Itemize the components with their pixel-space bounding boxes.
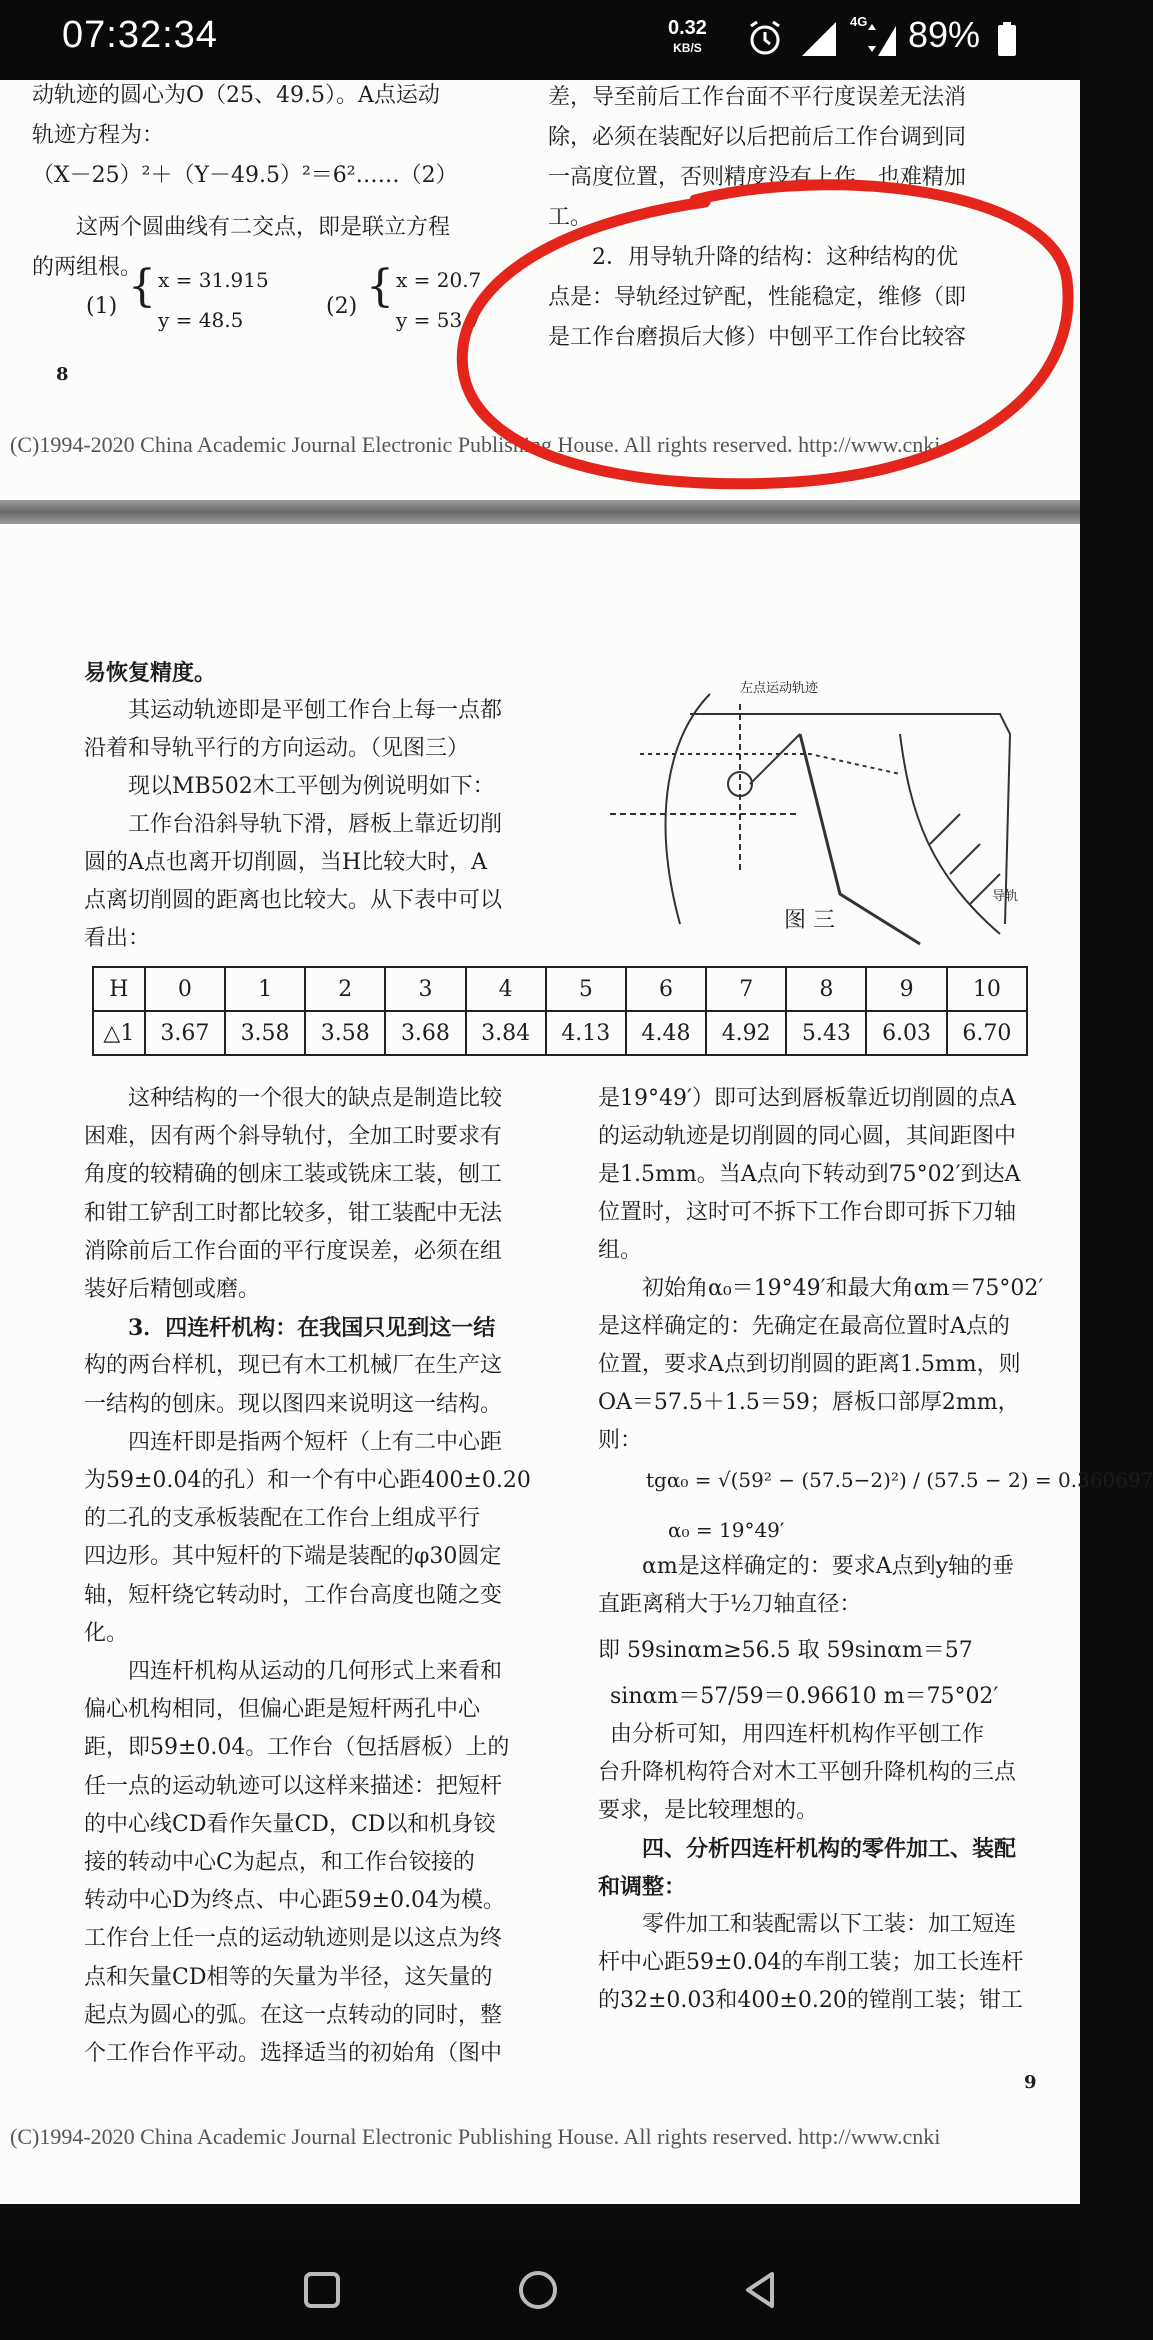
brace-2: { [366, 261, 394, 312]
text-line: 现以MB502木工平刨为例说明如下： [128, 774, 495, 799]
home-icon[interactable] [516, 2268, 560, 2312]
table-cell: 4.92 [706, 1011, 786, 1055]
text-line: 接的转动中心C为起点，和工作台铰接的 [84, 1850, 475, 1876]
text-line: 是工作台磨损后大修）中刨平工作台比较容 [548, 325, 967, 350]
text-line: 杆中心距59±0.04的车削工装；加工长连杆 [598, 1950, 1024, 1975]
table-cell: 3.67 [145, 1011, 225, 1055]
page-separator [0, 500, 1080, 524]
battery-icon [998, 22, 1016, 56]
text-line: 任一点的运动轨迹可以这样来描述：把短杆 [84, 1773, 503, 1799]
text-line: 一高度位置，否则精度没有上作，也难精加 [548, 165, 967, 190]
text-line: 的运动轨迹是切削圆的同心圆，其间距图中 [598, 1124, 1017, 1149]
text-line: 四连杆即是指两个短杆（上有二中心距 [128, 1429, 503, 1455]
status-bar [0, 0, 1080, 80]
copyright-footer: (C)1994-2020 China Academic Journal Electronic Publishing House. All rights reserved. http://www.cnki [10, 432, 941, 457]
text-line: 四边形。其中短杆的下端是装配的φ30圆定 [84, 1544, 502, 1570]
root-2-label: (2) [326, 294, 358, 319]
table-cell: 3.84 [466, 1011, 546, 1055]
text-line: 工作台沿斜导轨下滑，唇板上靠近切削 [128, 812, 503, 837]
text-line: 角度的较精确的刨床工装或铣床工装，刨工 [84, 1162, 503, 1188]
table-cell: 3 [385, 967, 465, 1011]
formula-tg-alpha0: tgα₀ = √(59² − (57.5−2)²) / (57.5 − 2) = 0.360697 [646, 1468, 1153, 1492]
document-page-9 [0, 524, 1153, 2204]
table-cell: 6.03 [866, 1011, 946, 1055]
root-1-label: (1) [86, 294, 118, 319]
network-speed-unit: KB/S [673, 41, 702, 55]
cellular-signal-icon [862, 20, 898, 58]
text-line: 点是：导轨经过铲配，性能稳定，维修（即 [548, 285, 967, 310]
text-line: 初始角α₀＝19°49′和最大角αm＝75°02′ [642, 1276, 1044, 1301]
page9-intro [84, 654, 502, 958]
table-cell: 7 [706, 967, 786, 1011]
page9-left-column [84, 1080, 531, 2073]
text-line: 轨迹方程为： [32, 123, 165, 148]
text-line: 化。 [84, 1620, 129, 1646]
root-1-y: y = 48.5 [158, 308, 244, 332]
root-1-x: x = 31.915 [158, 268, 269, 292]
table-cell: 3.58 [305, 1011, 385, 1055]
network-speed-value: 0.32 [668, 17, 707, 39]
text-line: 一结构的刨床。现以图四来说明这一结构。 [84, 1391, 503, 1417]
text-line: 圆的A点也离开切削圆，当H比较大时，A [84, 850, 487, 875]
text-line: 偏心机构相同，但偏心距是短杆两孔中心 [84, 1697, 481, 1723]
text-line: 沿着和导轨平行的方向运动。（见图三） [84, 736, 470, 761]
text-line: 工。 [548, 205, 593, 230]
text-line: 是这样确定的：先确定在最高位置时A点的 [598, 1314, 1010, 1339]
text-line: 动轨迹的圆心为O（25、49.5）。A点运动 [32, 83, 440, 108]
text-line: 轴，短杆绕它转动时，工作台高度也随之变 [84, 1582, 503, 1608]
h-delta-table [92, 966, 1028, 1056]
text-line: 的两组根。 [32, 255, 143, 280]
battery-percent: 89% [908, 14, 981, 55]
page9-right-column-2 [598, 1548, 1023, 2020]
text-line: 的中心线CD看作矢量CD，CD以和机身铰 [84, 1811, 496, 1837]
page-number: 9 [1024, 2072, 1037, 2093]
text-line: sinαm＝57/59＝0.96610 m＝75°02′ [610, 1684, 999, 1709]
table-cell: 8 [786, 967, 866, 1011]
brace-1: { [128, 261, 156, 312]
signal-strength-icon [800, 20, 840, 58]
text-line: 位置时，这时可不拆下工作台即可拆下刀轴 [598, 1200, 1017, 1225]
text-line: 个工作台作平动。选择适当的初始角（图中 [84, 2041, 503, 2067]
text-line: 转动中心D为终点、中心距59±0.04为模。 [84, 1888, 506, 1914]
table-cell: 6.70 [947, 1011, 1027, 1055]
table-cell: 5.43 [786, 1011, 866, 1055]
text-line: 点和矢量CD相等的矢量为半径，这矢量的 [84, 1964, 493, 1990]
red-handdrawn-circle [455, 170, 1075, 530]
text-line: 组。 [598, 1238, 643, 1263]
table-row [93, 967, 1027, 1011]
text-line: αm是这样确定的：要求A点到y轴的垂 [642, 1554, 1015, 1579]
root-2-y: y = 53.7 [396, 308, 482, 332]
text-line: 困难，因有两个斜导轨付，全加工时要求有 [84, 1124, 503, 1150]
text-line: 这两个圆曲线有二交点，即是联立方程 [76, 215, 451, 240]
text-line: 看出： [84, 926, 151, 951]
root-2-x: x = 20.7 [396, 268, 482, 292]
text-line: 台升降机构符合对木工平刨升降机构的三点 [598, 1760, 1017, 1785]
text-line: 这种结构的一个很大的缺点是制造比较 [128, 1086, 503, 1111]
table-cell: 4.48 [626, 1011, 706, 1055]
alarm-icon [745, 18, 785, 58]
table-cell: 10 [947, 967, 1027, 1011]
navigation-bar [0, 2240, 1080, 2340]
figure-caption: 图 三 [784, 908, 835, 933]
text-line: 零件加工和装配需以下工装：加工短连 [642, 1912, 1017, 1937]
text-line: 是19°49′）即可达到唇板靠近切削圆的点A [598, 1086, 1016, 1111]
text-line: 易恢复精度。 [84, 660, 217, 686]
text-line: 消除前后工作台面的平行度误差，必须在组 [84, 1238, 503, 1264]
section-heading: 和调整： [598, 1874, 687, 1900]
formula-alpha0: α₀ = 19°49′ [668, 1518, 785, 1542]
copyright-footer: (C)1994-2020 China Academic Journal Electronic Publishing House. All rights reserved. http://www.cnki [10, 2124, 941, 2149]
text-line: 是1.5mm。当A点向下转动到75°02′到达A [598, 1162, 1021, 1187]
text-line: 工作台上任一点的运动轨迹则是以这点为终 [84, 1926, 503, 1952]
text-line: 起点为圆心的弧。在这一点转动的同时，整 [84, 2002, 503, 2028]
table-cell: 6 [626, 967, 706, 1011]
text-line: 3．四连杆机构：在我国只见到这一结 [128, 1315, 496, 1342]
table-cell: 3.68 [385, 1011, 465, 1055]
page-number: 8 [56, 364, 69, 385]
table-cell: 9 [866, 967, 946, 1011]
text-line: 的32±0.03和400±0.20的镗削工装；钳工 [598, 1988, 1023, 2013]
table-header-cell: △1 [93, 1011, 145, 1055]
back-icon[interactable] [738, 2268, 782, 2312]
text-line: 则： [598, 1428, 643, 1453]
text-line: OA＝57.5＋1.5＝59；唇板口部厚2mm， [598, 1390, 1020, 1415]
text-line: 除，必须在装配好以后把前后工作台调到同 [548, 125, 967, 150]
text-line: 装好后精刨或磨。 [84, 1277, 261, 1303]
network-type-label: 4G [850, 14, 868, 29]
text-line: 的二孔的支承板装配在工作台上组成平行 [84, 1506, 481, 1532]
figure-label-guide: 导轨 [992, 889, 1019, 904]
text-line: 和钳工铲刮工时都比较多，钳工装配中无法 [84, 1200, 503, 1226]
text-line: 为59±0.04的孔）和一个有中心距400±0.20 [84, 1468, 531, 1494]
table-cell: 3.58 [225, 1011, 305, 1055]
table-cell: 4 [466, 967, 546, 1011]
text-line: 直距离稍大于½刀轴直径： [598, 1592, 862, 1617]
text-line: 距，即59±0.04。工作台（包括唇板）上的 [84, 1735, 510, 1761]
figure-label-trajectory: 左点运动轨迹 [740, 681, 819, 696]
text-line: 要求，是比较理想的。 [598, 1798, 819, 1823]
text-line: 即 59sinαm≥56.5 取 59sinαm＝57 [598, 1638, 973, 1663]
document-page-8 [0, 80, 1080, 500]
table-cell: 2 [305, 967, 385, 1011]
text-line: （X－25）²＋（Y－49.5）²＝6²……（2） [32, 163, 458, 188]
text-line: 其运动轨迹即是平刨工作台上每一点都 [128, 698, 503, 723]
clock: 07:32:34 [62, 14, 218, 56]
page9-right-column [598, 1080, 1043, 1460]
table-row [93, 1011, 1027, 1055]
table-header-cell: H [93, 967, 145, 1011]
text-line: 由分析可知，用四连杆机构作平刨工作 [610, 1722, 985, 1747]
text-line: 构的两台样机，现已有木工机械厂在生产这 [84, 1353, 503, 1379]
text-line: 点离切削圆的距离也比较大。从下表中可以 [84, 888, 503, 913]
table-cell: 4.13 [546, 1011, 626, 1055]
text-line: 差，导至前后工作台面不平行度误差无法消 [548, 85, 967, 110]
text-line: 四连杆机构从运动的几何形式上来看和 [128, 1659, 503, 1685]
text-line: 2．用导轨升降的结构：这种结构的优 [592, 245, 958, 270]
table-cell: 1 [225, 967, 305, 1011]
recent-apps-icon[interactable] [300, 2268, 344, 2312]
table-cell: 0 [145, 967, 225, 1011]
page8-left-column [32, 76, 458, 288]
table-cell: 5 [546, 967, 626, 1011]
text-line: 位置，要求A点到切削圆的距离1.5mm，则 [598, 1352, 1021, 1377]
section-heading: 四、分析四连杆机构的零件加工、装配 [642, 1836, 1017, 1862]
network-speed [668, 18, 707, 58]
